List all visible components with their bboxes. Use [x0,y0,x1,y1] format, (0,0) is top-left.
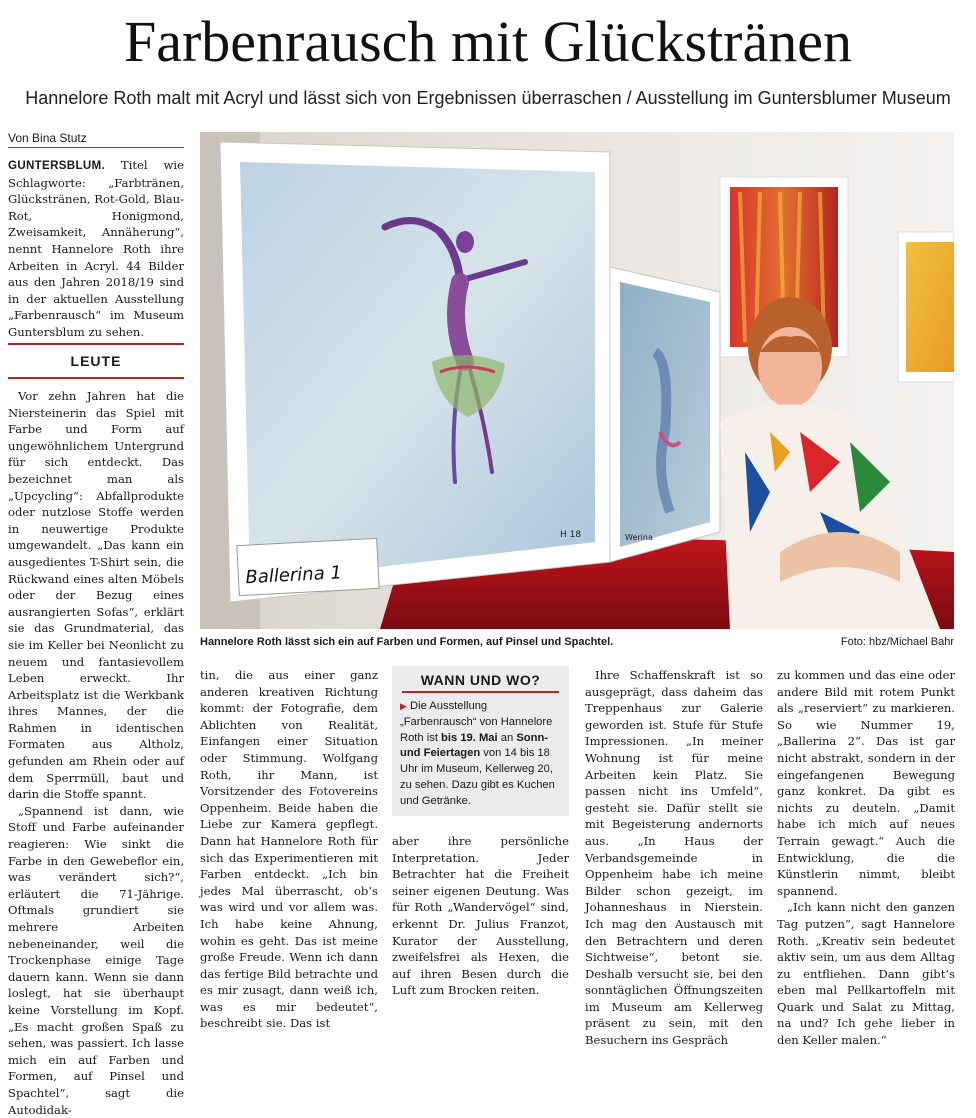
article-column-1 [8,388,184,1118]
byline-rule [8,147,184,148]
paragraph: „Ich kann nicht den ganzen Tag putzen“, sagt Hannelore Roth. „Kreativ sein bedeutet aktiv sein, um aus dem Alltag zu entfliehen. Dann gibt‘s eben mal Pellkartoffeln mit Quark und Salat zu Mittag, na und? Ich gehe lieber in den Keller malen.“ [777,900,955,1048]
paragraph: zu kommen und das eine oder andere Bild mit rotem Punkt als „reserviert“ zu markieren. So wie Nummer 19, „Ballerina 2“. Das ist gar nicht abstrakt, sondern in der eingefangenen Bewegung ganz konkret. Da gibt es nichts zu deuteln. „Damit habe ich mich auf neues Terrain gewagt.“ Auch die Entwicklung, die die Künstlerin nimmt, bleibt spannend. [777,668,955,898]
intro-text: Titel wie Schlagworte: „Farbtränen, Glückstränen, Rot-Gold, Blau-Rot, Honigmond, Zweisamkeit, Annäherung“, nennt Hannelore Roth ihre Arbeiten in Acryl. 44 Bilder aus den Jahren 2018/19 sind in der aktuellen Ausstellung „Farbenrausch“ im Museum Guntersblum zu sehen. [8,158,184,339]
photo-credit: Foto: hbz/Michael Bahr [840,636,954,648]
info-box-text [400,699,561,810]
photo-caption: Hannelore Roth lässt sich ein auf Farben und Formen, auf Pinsel und Spachtel. [200,636,614,648]
byline: Von Bina Stutz [8,131,87,145]
dateline: GUNTERSBLUM. [8,159,105,172]
info-box-title: WANN UND WO? [402,672,559,693]
article-column-3 [392,833,569,999]
paragraph: Ihre Schaffenskraft ist so ausgeprägt, dass daheim das Treppenhaus zur Galerie geworden ist. Stufe für Stufe Impressionen. „In meiner Wohnung ist für meine Arbeiten kein Platz. Sie passen nicht ins Umfeld“, gesteht sie. Dafür stellt sie mit Begeisterung andernorts aus. „In Haus der Verbandsgemeinde in Oppenheim habe ich meine Bilder schon gezeigt, im Johanneshaus in Nierstein. Ich mag den Austausch mit den Betrachtern und deren Sichtweise“, betont sie. Deshalb versucht sie, bei den sonntäglichen Öffnungszeiten im Museum am Kellerweg präsent zu sein, mit den Besuchern ins Gespräch [585,668,763,1048]
info-text-part: an [497,731,517,744]
subheadline: Hannelore Roth malt mit Acryl und lässt sich von Ergebnissen überraschen / Ausstellung im Guntersblumer Museum [25,88,951,108]
section-label-box [8,343,184,379]
triangle-right-icon: ▶ [400,701,407,711]
paragraph: tin, die aus einer ganz anderen kreativen Richtung kommt: der Fotografie, dem Ablichten von Realität, Einfangen einer Situation oder Stimmung. Wolfgang Roth, ihr Mann, ist Vorsitzender des Fotovereins Oppenheim. Beide haben die Liebe zur Kamera gepflegt. Dann hat Hannelore Roth für sich das Experimentieren mit Farben entdeckt. „Ich bin jedes Mal überrascht, ob‘s was wird und vor allem was. Ich habe keine Ahnung, wohin es geht. Das ist meine große Freude. Wenn ich dann das fertige Bild betrachte und es mir zusagt, dann weiß ich, was es mir bedeutet“, beschreibt sie. Das ist [200,668,378,1031]
info-text-part: von 14 bis 18 Uhr im Museum, Kellerweg 20, zu sehen. Dazu gibt es Kuchen und Getränke. [400,747,555,807]
article-photo [200,132,954,629]
article-column-5 [777,667,955,1049]
paragraph: Vor zehn Jahren hat die Niersteinerin das Spiel mit Farbe und Form auf ungewöhnlichem Untergrund für sich entdeckt. Das bezeichnet man als „Upcycling“: Abfallprodukte oder nutzlose Stoffe werden in neuwertige Produkte umgewandelt. „Das kann ein ausgedientes T-Shirt sein, die Rückwand eines alten Möbels oder der Bezug eines ausrangierten Sofas“, erklärt sie das Grundmaterial, das sie im Keller bei Neonlicht zu neuem und fantasievollem Leben erweckt. Ihr Arbeitsplatz ist die Werkbank ihres Mannes, der die Rahmen in identischen Formaten aus Altholz, gefunden am Rhein oder auf dem Sperrmüll, baut und darin die Stoffe spannt. [8,389,184,802]
painting-label-2: Werina [625,533,653,542]
headline: Farbenrausch mit Glückstränen [123,9,852,74]
painting-signature: H 18 [560,530,582,540]
paragraph: „Spannend ist dann, wie Stoff und Farbe aufeinander reagieren: Wie sinkt die Farbe in den Gewebeflor ein, was verändert sich?“, erläutert die 71-Jährige. Oftmals grundiert sie mehrere Arbeiten nebeneinander, weil die Trockenphase einige Tage dauern kann. Wenn sie dann loslegt, hat sie überhaupt keine Vorstellung im Kopf. „Es macht großen Spaß zu sehen, was passiert. Ich lasse mich ein auf Farben und Formen, auf Pinsel und Spachtel“, sagt die Autodidak- [8,803,184,1117]
info-text-part: Die Ausstellung „Farbenrausch“ von Hannelore Roth ist [400,700,553,744]
painting-label-1: Ballerina 1 [244,562,343,589]
photo-caption-row [200,636,954,648]
info-date: bis 19. Mai [441,731,498,744]
section-label: LEUTE [70,353,122,369]
intro-paragraph [8,157,184,341]
photo-illustration [200,132,954,629]
article-column-4 [585,667,763,1049]
info-days: Sonn- und Feiertagen [400,731,549,760]
info-box [392,666,569,816]
article-column-2 [200,667,378,1032]
paragraph: aber ihre persönliche Interpretation. Jeder Betrachter hat die Freiheit seiner eigenen Deutung. Was für Roth „Wandervögel“ sind, erkennt Dr. Julius Franzot, Kurator der Ausstellung, zweifelsfrei als Hexen, die auf ihren Besen durch die Luft zum Brocken reiten. [392,834,569,998]
